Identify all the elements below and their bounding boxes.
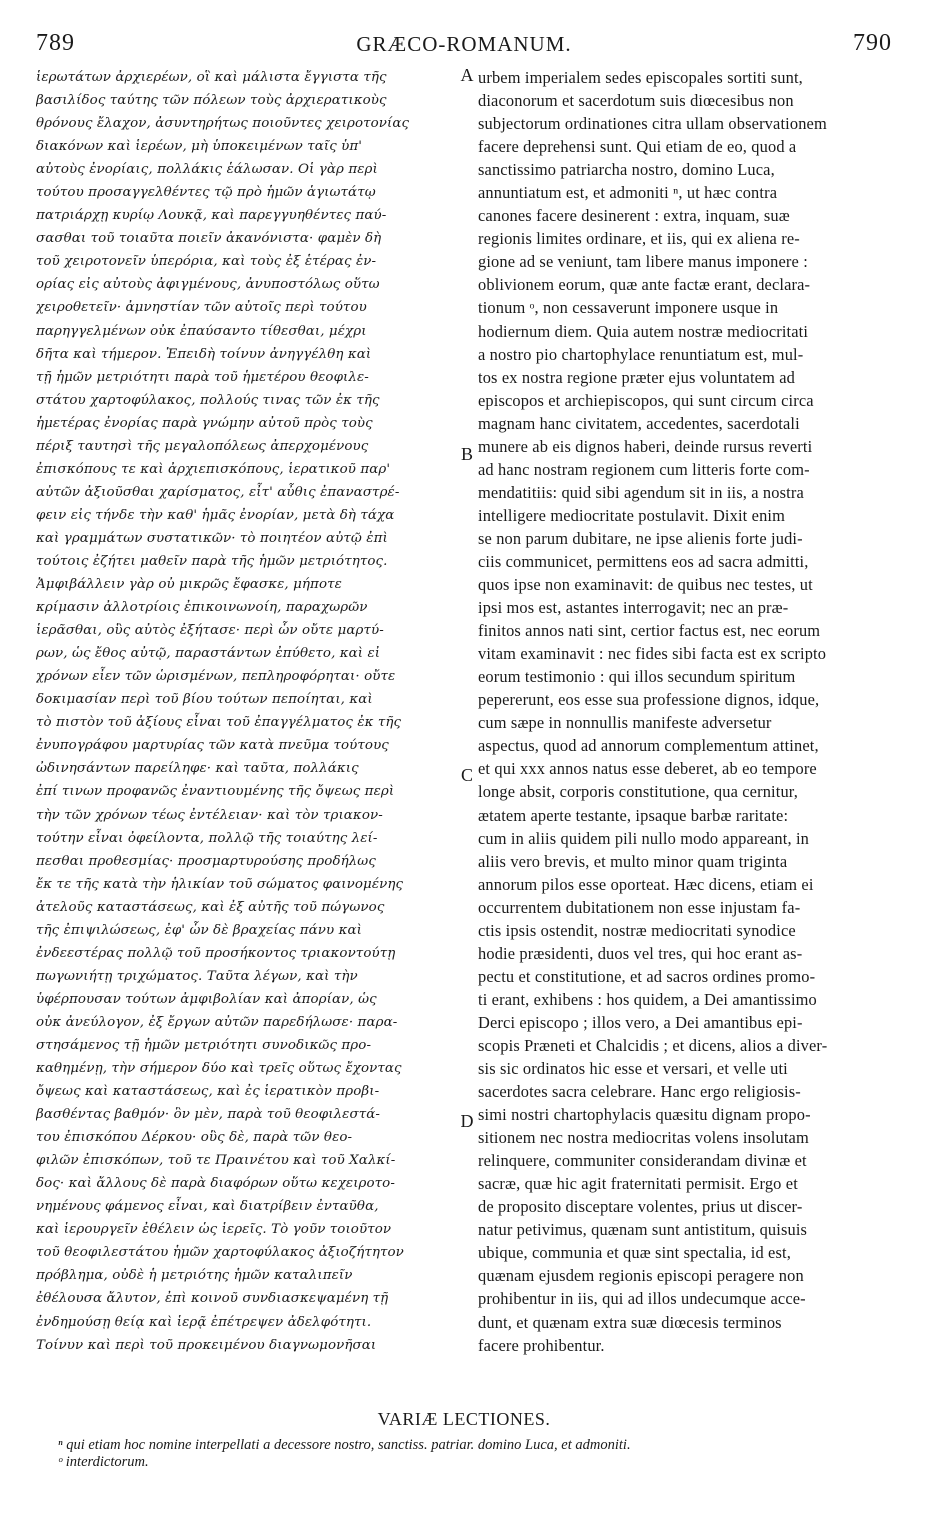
text-line: se non parum dubitare, ne ipse alienis forte judi- [478, 528, 803, 548]
text-line: πρόβλημα, οὐδὲ ἡ μετριότης ἡμῶν καταλιπεῖν [36, 1268, 353, 1284]
text-line: ad hanc nostram regionem cum litteris forte com- [478, 459, 810, 479]
text-line: τούτην εἶναι ὀφείλοντα, πολλῷ τῆς τοιαύτης λεί- [36, 830, 378, 846]
text-line: αὐτῶν ἀξιοῦσθαι χαρίσματος, εἶτ' αὖθις ἐπαναστρέ- [36, 484, 400, 500]
text-line: facere deprehensi sunt. Qui etiam de eo, quod a [478, 137, 797, 157]
text-line: πωγωνιήτῃ τριχώματος. Ταῦτα λέγων, καὶ τὴν [36, 968, 358, 984]
text-line: ipsi mos est, astantes interrogavit; nec an præ- [478, 598, 789, 618]
text-line: mendatitiis: quid sibi agendum sit in iis, a nostra [478, 482, 804, 502]
text-line: ὄψεως καὶ καταστάσεως, καὶ ἐς ἱερατικὸν προβι- [36, 1084, 380, 1100]
text-line: relinquere, communiter considerandam divinæ et [478, 1151, 807, 1171]
latin-text-column [478, 66, 894, 1357]
text-line: σασθαι τοῦ τοιαῦτα ποιεῖν ἀκανόνιστα· φαμὲν δὴ [36, 231, 382, 247]
text-line: ætatem aperte testante, ipsaque barbæ raritate: [478, 805, 789, 825]
text-line: φειν εἰς τήνδε τὴν καθ' ἡμᾶς ἐνορίαν, μετὰ δὴ τάχα [36, 507, 395, 523]
footnote-o: ᵒ interdictorum. [58, 1454, 149, 1470]
text-line: simi nostri chartophylacis quæsitu dignam propo- [478, 1105, 811, 1125]
text-line: a nostro pio chartophylace renuntiatum est, mul- [478, 344, 804, 364]
text-line: ciis communicet, permittens eos ad sacra admitti, [478, 551, 809, 571]
text-line: τὸ πιστὸν τοῦ ἀξίους εἶναι τοῦ ἐπαγγέλματος ἐκ τῆς [36, 715, 402, 731]
text-line: longe absit, corporis constitutione, qua cernitur, [478, 782, 799, 802]
margin-marker-a: A [460, 65, 474, 85]
text-line: episcopos et archiepiscopos, qui sunt circum circa [478, 390, 814, 410]
text-line: τούτου προσαγγελθέντες τῷ πρὸ ἡμῶν ἁγιωτάτῳ [36, 185, 376, 201]
text-line: de proposito disceptare volentes, prius ut discer- [478, 1197, 803, 1217]
text-line: πέριξ ταυτησὶ τῆς μεγαλοπόλεως ἀπερχομένους [36, 438, 369, 454]
text-line: hodie præsidenti, duos vel tres, qui hoc erant as- [478, 943, 803, 963]
text-line: οὐκ ἀνεύλογον, ἐξ ἔργων αὐτῶν παρεδήλωσε· παρα- [36, 1014, 398, 1030]
text-line: ti erant, exhibens : hos quidem, a Dei amantissimo [478, 989, 817, 1009]
text-line: χειροθετεῖν· ἀμνηστίαν τῶν αὐτοῖς περὶ τούτου [36, 300, 367, 316]
text-line: φιλῶν ἐπισκόπων, τοῦ τε Πραινέτου καὶ τοῦ Χαλκί- [36, 1153, 396, 1169]
text-line: παρηγγελμένων οὐκ ἐπαύσαντο τίθεσθαι, μέχρι [36, 323, 367, 339]
text-line: magnam hanc civitatem, accedentes, sacerdotali [478, 413, 800, 433]
text-line: sitionem nec nostra mediocritas volens insolutam [478, 1128, 809, 1148]
text-line: sis sic ordinatos hic esse et versari, et velle uti [478, 1059, 788, 1079]
text-line: tionum ᵒ, non cessaverunt imponere usque in [478, 298, 779, 318]
text-line: sacræ, quæ hic agit fraternitati permisit. Ergo et [478, 1174, 798, 1194]
text-line: ἔκ τε τῆς κατὰ τὴν ἡλικίαν τοῦ σώματος φαινομένης [36, 876, 404, 892]
text-line: intelligere mediocritate postulavit. Dixit enim [478, 505, 786, 525]
text-line: ὑφέρπουσαν τούτων ἀμφιβολίαν καὶ ἀπορίαν, ὡς [36, 991, 377, 1007]
text-line: τούτοις ἐζήτει μαθεῖν παρὰ τῆς ἡμῶν μετριότητος. [36, 553, 388, 569]
text-line: κρίμασιν ἀλλοτρίοις ἐπικοινωνοίη, παραχωρῶν [36, 600, 368, 616]
text-line: munere ab eis dignos haberi, deinde rursus reverti [478, 436, 813, 456]
text-line: regionis limites ordinare, et iis, qui ex aliena re- [478, 229, 800, 249]
margin-marker-d: D [460, 1111, 474, 1131]
text-line: oblivionem eorum, quæ ante factæ erant, declara- [478, 275, 811, 295]
text-line: natur petivimus, quænam sunt antistitum, quisuis [478, 1220, 808, 1240]
greek-text-column [36, 66, 456, 1357]
text-line: occurrentem dubitationem non esse injustam fa- [478, 897, 801, 917]
text-line: ἐπί τινων προφανῶς ἐναντιουμένης τῆς ὄψεως περὶ [36, 784, 395, 800]
text-line: αὐτοὺς ἐνορίαις, πολλάκις ἑάλωσαν. Οἱ γὰρ περὶ [36, 162, 378, 178]
text-line: του ἐπισκόπου Δέρκου· οὓς δὲ, παρὰ τῶν θεο- [36, 1130, 353, 1146]
text-line: στησάμενος τῇ ἡμῶν μετριότητι συνοδικῶς προ- [36, 1037, 372, 1053]
text-line: cum in aliis quidem pili nullo modo appareant, in [478, 828, 810, 848]
text-line: cum sæpe in nonnullis manifeste adversetur [478, 713, 772, 733]
text-line: ἱερᾶσθαι, οὓς αὐτὸς ἐξήτασε· περὶ ὧν οὔτε μαρτύ- [36, 623, 384, 639]
text-line: quos ipse non examinavit: de quibus nec testes, ut [478, 575, 813, 595]
text-line: annorum pilos esse oporteat. Hæc dicens, etiam ei [478, 874, 814, 894]
text-line: hodiernum diem. Quia autem nostræ mediocritati [478, 321, 809, 341]
variae-lectiones-heading: VARIÆ LECTIONES. [377, 1409, 551, 1429]
text-line: βασιλίδος ταύτης τῶν πόλεων τοὺς ἀρχιερατικοὺς [36, 93, 387, 109]
text-line: prohibentur in iis, qui ad illos undecumque acce- [478, 1289, 806, 1309]
text-line: χρόνων εἶεν τῶν ὡρισμένων, πεπληροφόρηται· οὔτε [36, 669, 396, 685]
running-header [0, 30, 928, 60]
text-line: ἐπισκόπους τε καὶ ἀρχιεπισκόπους, ἱερατικοῦ παρ' [36, 461, 391, 477]
text-line: πεσθαι προθεσμίας· προσμαρτυρούσης προδήλως [36, 853, 376, 869]
text-line: scopis Præneti et Chalcidis ; et dicens, alios a diver- [478, 1035, 828, 1055]
running-title: GRÆCO-ROMANUM. [356, 32, 572, 56]
text-line: sanctissimo patriarcha nostro, domino Luca, [478, 160, 775, 180]
text-line: ὠδινησάντων παρείληφε· καὶ ταῦτα, πολλάκις [36, 761, 359, 777]
text-line: διακόνων καὶ ἱερέων, μὴ ὑποκειμένων ταῖς ὑπ' [36, 139, 363, 155]
text-line: βασθέντας βαθμόν· ὃν μὲν, παρὰ τοῦ θεοφιλεστά- [36, 1107, 380, 1123]
text-line: urbem imperialem sedes episcopales sortiti sunt, [478, 68, 803, 87]
text-line: gione ad se veniunt, tam libere manus imponere : [478, 252, 808, 272]
text-line: eorum testimonio : qui illos secundum spiritum [478, 667, 796, 687]
text-line: facere prohibentur. [478, 1335, 605, 1355]
text-line: τοῦ χειροτονεῖν ὑπερόρια, καὶ τοὺς ἐξ ἑτέρας ἐν- [36, 254, 377, 270]
text-line: ἡμετέρας ἐνορίας παρὰ γνώμην αὐτοῦ πρὸς τοὺς [36, 415, 373, 431]
text-line: τοῦ θεοφιλεστάτου ἡμῶν χαρτοφύλακος ἀξιοζήτητον [36, 1245, 404, 1261]
text-line: annuntiatum est, et admoniti ⁿ, ut hæc contra [478, 183, 778, 203]
text-line: ἐνδημούσῃ θείᾳ καὶ ἱερᾷ ἐπέτρεψεν ἀδελφότητι. [36, 1314, 372, 1330]
text-line: θρόνους ἔλαχον, ἀσυντηρήτως ποιοῦντες χειροτονίας [36, 116, 410, 132]
text-line: ἐνδεεστέρας πολλῷ τοῦ προσήκοντος τριακοντούτῃ [36, 945, 396, 961]
text-line: ubique, communia et quæ sint spectalia, id est, [478, 1243, 791, 1263]
text-line: aspectus, quod ad annorum complementum attinet, [478, 736, 819, 756]
text-line: καθημένῃ, τὴν σήμερον δύο καὶ τρεῖς οὕτως ἔχοντας [36, 1061, 402, 1077]
text-line: στάτου χαρτοφύλακος, πολλούς τινας τῶν ἐκ τῆς [36, 392, 380, 408]
text-line: ορίας εἰς αὐτοὺς ἀφιγμένους, ἀνυποστόλως οὕτω [36, 277, 380, 293]
text-line: subjectorum ordinationes citra ullam observationem [478, 114, 827, 134]
text-line: πατριάρχῃ κυρίῳ Λουκᾷ, καὶ παρεγγυηθέντες παύ- [36, 208, 387, 224]
text-line: finitos annos nati sint, certior factus est, nec eorum [478, 621, 821, 641]
text-line: ἀτελοῦς καταστάσεως, καὶ ἐξ αὐτῆς τοῦ πώγωνος [36, 899, 385, 915]
text-line: pectu et constitutione, et ad sacros ordines promo- [478, 966, 816, 986]
text-line: diaconorum et sacerdotum suis diœcesibus non [478, 91, 794, 111]
text-line: τῆς ἐπιψιλώσεως, ἐφ' ὧν δὲ βραχείας πάνυ καὶ [36, 922, 363, 938]
footnote-n: ⁿ qui etiam hoc nomine interpellati a decessore nostro, sanctiss. patriar. domino Luca, et admoniti. [58, 1437, 631, 1453]
text-line: aliis vero brevis, et multo minor quam triginta [478, 851, 788, 871]
text-line: δος· καὶ ἄλλους δὲ παρὰ διαφόρων οὕτω κεχειροτο- [36, 1176, 395, 1192]
margin-marker-c: C [460, 765, 473, 785]
text-line: τῇ ἡμῶν μετριότητι παρὰ τοῦ ἡμετέρου θεοφιλε- [36, 369, 369, 385]
page-number-right: 790 [853, 30, 892, 56]
text-line: sacerdotes sacra celebrare. Hanc ergo religiosis- [478, 1082, 801, 1102]
page-number-left: 789 [36, 30, 75, 56]
text-line: pepererunt, eos esse sua professione dignos, idque, [478, 690, 820, 710]
text-line: ἱερωτάτων ἀρχιερέων, οἳ καὶ μάλιστα ἔγγιστα τῆς [36, 70, 387, 85]
text-line: tos ex nostra regione præter ejus voluntatem ad [478, 367, 796, 387]
text-line: Ἀμφιβάλλειν γὰρ οὐ μικρῶς ἔφασκε, μήποτε [36, 577, 342, 593]
text-line: ἐνυπογράφου μαρτυρίας τῶν κατὰ πνεῦμα τούτους [36, 738, 389, 754]
text-line: ρων, ὡς ἔθος αὐτῷ, παραστάντων ἐπύθετο, καὶ εἰ [36, 646, 381, 662]
text-line: vitam examinavit : nec fides sibi facta est ex scripto [478, 644, 827, 664]
text-line: δοκιμασίαν περὶ τοῦ βίου τούτων πεποίηται, καὶ [36, 692, 373, 708]
text-line: et qui xxx annos natus esse deberet, ab eo tempore [478, 759, 817, 779]
text-line: quænam ejusdem regionis episcopi peragere non [478, 1266, 804, 1286]
text-line: καὶ γραμμάτων συστατικῶν· τὸ ποιητέον αὐτῷ ἐπὶ [36, 530, 388, 546]
margin-marker-b: B [460, 444, 473, 464]
text-line: δῆτα καὶ τήμερον. Ἐπειδὴ τοίνυν ἀνηγγέλθη καὶ [36, 346, 372, 362]
text-line: καὶ ἱερουργεῖν ἐθέλειν ὡς ἱερεῖς. Τὸ γοῦν τοιοῦτον [36, 1222, 392, 1238]
text-line: dunt, et quænam extra suæ diœcesis terminos [478, 1312, 782, 1332]
text-line: τὴν τῶν χρόνων τέως ἐντέλειαν· καὶ τὸν τριακον- [36, 807, 383, 823]
text-line: Τοίνυν καὶ περὶ τοῦ προκειμένου διαγνωμονῆσαι [36, 1337, 377, 1353]
text-line: νημένους φάμενος εἶναι, καὶ διατρίβειν ἐνταῦθα, [36, 1199, 379, 1215]
text-line: ἐθέλουσα ἄλυτον, ἐπὶ κοινοῦ συνδιασκεψαμένη τῇ [36, 1291, 389, 1307]
text-line: Derci episcopo ; illos vero, a Dei amantibus epi- [478, 1012, 803, 1032]
text-line: ctis ipsis ostendit, nostræ mediocritati synodice [478, 920, 796, 940]
text-line: canones facere desinerent : extra, inquam, suæ [478, 206, 790, 226]
